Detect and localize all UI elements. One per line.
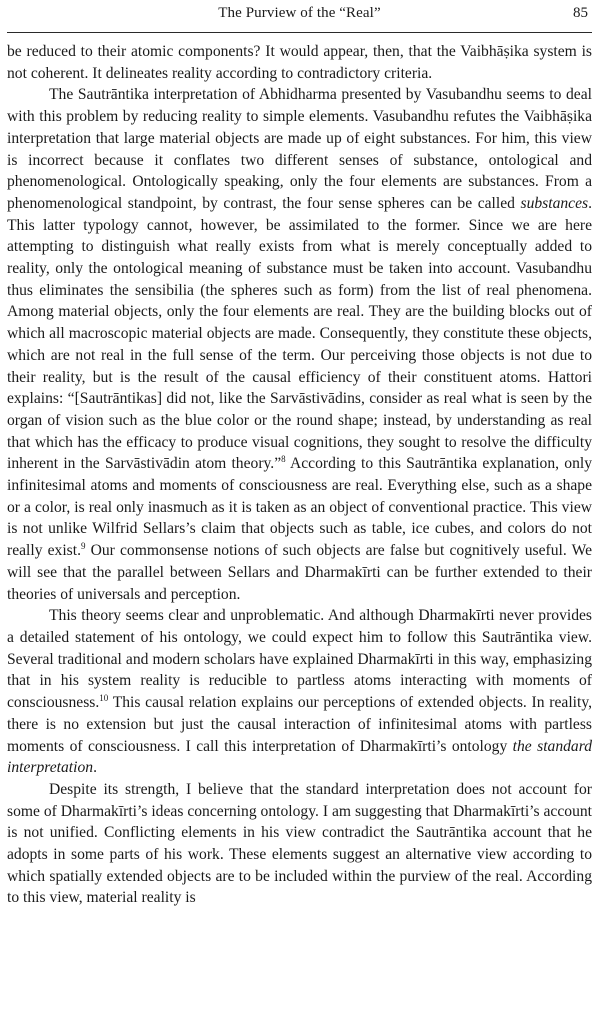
paragraph-2-text-c: . This latter typology cannot, however, be assimilated to the former. Since we are here attempting to distinguish what really exists from what is merely conceptually added to reality, only the ontological meaning of substance must be taken into account. Vasubandhu thus eliminates the sensibilia (the spheres such as form) from the list of real phenomena. Among material objects, only the four elements are real. They are the building blocks out of which all macroscopic material objects are made. Consequently, they constitute these objects, which are not real in the full sense of the term. Our perceiving those objects is not due to their reality, but is the result of the causal efficiency of their constituent atoms. Hattori explains: “[Sautrāntikas] did not, like the Sarvāstivādins, consider as real what is seen by the organ of vision such as the blue color or the round shape; instead, by understanding as real that which has the efficacy to produce visual cognitions, they sought to resolve the difficulty inherent in the Sarvāstivādin atom theory.” <box>7 194 592 473</box>
paragraph-3 <box>7 605 592 779</box>
paragraph-2-text-a: The Sautrāntika interpretation of Abhidharma presented by Vasubandhu seems to deal with this problem by reducing reality to simple elements. Vasubandhu refutes the Vaibhāṣika interpretation that large material objects are made up of eight substances. For him, this view is incorrect because it conflates two different senses of substance, ontological and phenomenological. Ontologically speaking, only the four elements are substances. From a phenomenological standpoint, by contrast, the four sense spheres can be called <box>7 86 592 212</box>
paragraph-3-text-a: This theory seems clear and unproblematic. And although Dharmakīrti never provides a detailed statement of his ontology, we could expect him to follow this Sautrāntika view. Several traditional and modern scholars have explained Dharmakīrti in this way, emphasizing that in his system reality is reducible to partless atoms interacting with moments of consciousness. <box>7 607 592 712</box>
paragraph-3-text-d: . <box>93 759 97 777</box>
body-text <box>7 41 592 909</box>
paragraph-2-text-e: Our commonsense notions of such objects are false but cognitively useful. We will see that the parallel between Sellars and Dharmakīrti can be further extended to their theories of universals and perception. <box>7 542 592 603</box>
paragraph-1: be reduced to their atomic components? It would appear, then, that the Vaibhāṣika system is not coherent. It delineates reality according to contradictory criteria. <box>7 43 592 82</box>
paragraph-4: Despite its strength, I believe that the standard interpretation does not account for some of Dharmakīrti’s ideas concerning ontology. I am suggesting that Dharmakīrti’s account is not unified. Conflicting elements in his view contradict the Sautrāntika account that he adopts in some parts of his work. These elements suggest an alternative view according to which spatially extended objects are to be included within the purview of the real. According to this view, material reality is <box>7 780 592 907</box>
paragraph-2 <box>7 84 592 605</box>
footnote-ref-10: 10 <box>99 692 109 703</box>
footnote-ref-9: 9 <box>80 540 86 551</box>
running-title: The Purview of the “Real” <box>218 5 381 21</box>
paragraph-3-text-b: This causal relation explains our perceptions of extended objects. In reality, there is no extension but just the causal interaction of infinitesimal atoms with partless moments of consciousness. I call this interpretation of Dharmakīrti’s ontology <box>7 694 592 755</box>
footnote-ref-8: 8 <box>281 454 286 465</box>
paragraph-3-italic-term: the standard interpretation <box>7 737 592 777</box>
paragraph-2-text-d: According to this Sautrāntika explanation, only infinitesimal atoms and moments of consciousness are real. Everything else, such as a shape or a color, is real only inasmuch as it is taken as an object of conventional practice. This view is not unlike Wilfrid Sellars’s claim that objects such as table, ice cubes, and colors do not really exist. <box>7 455 592 560</box>
paragraph-2-italic-term: substances <box>520 194 589 212</box>
running-header <box>7 2 592 33</box>
page-number: 85 <box>573 5 588 21</box>
